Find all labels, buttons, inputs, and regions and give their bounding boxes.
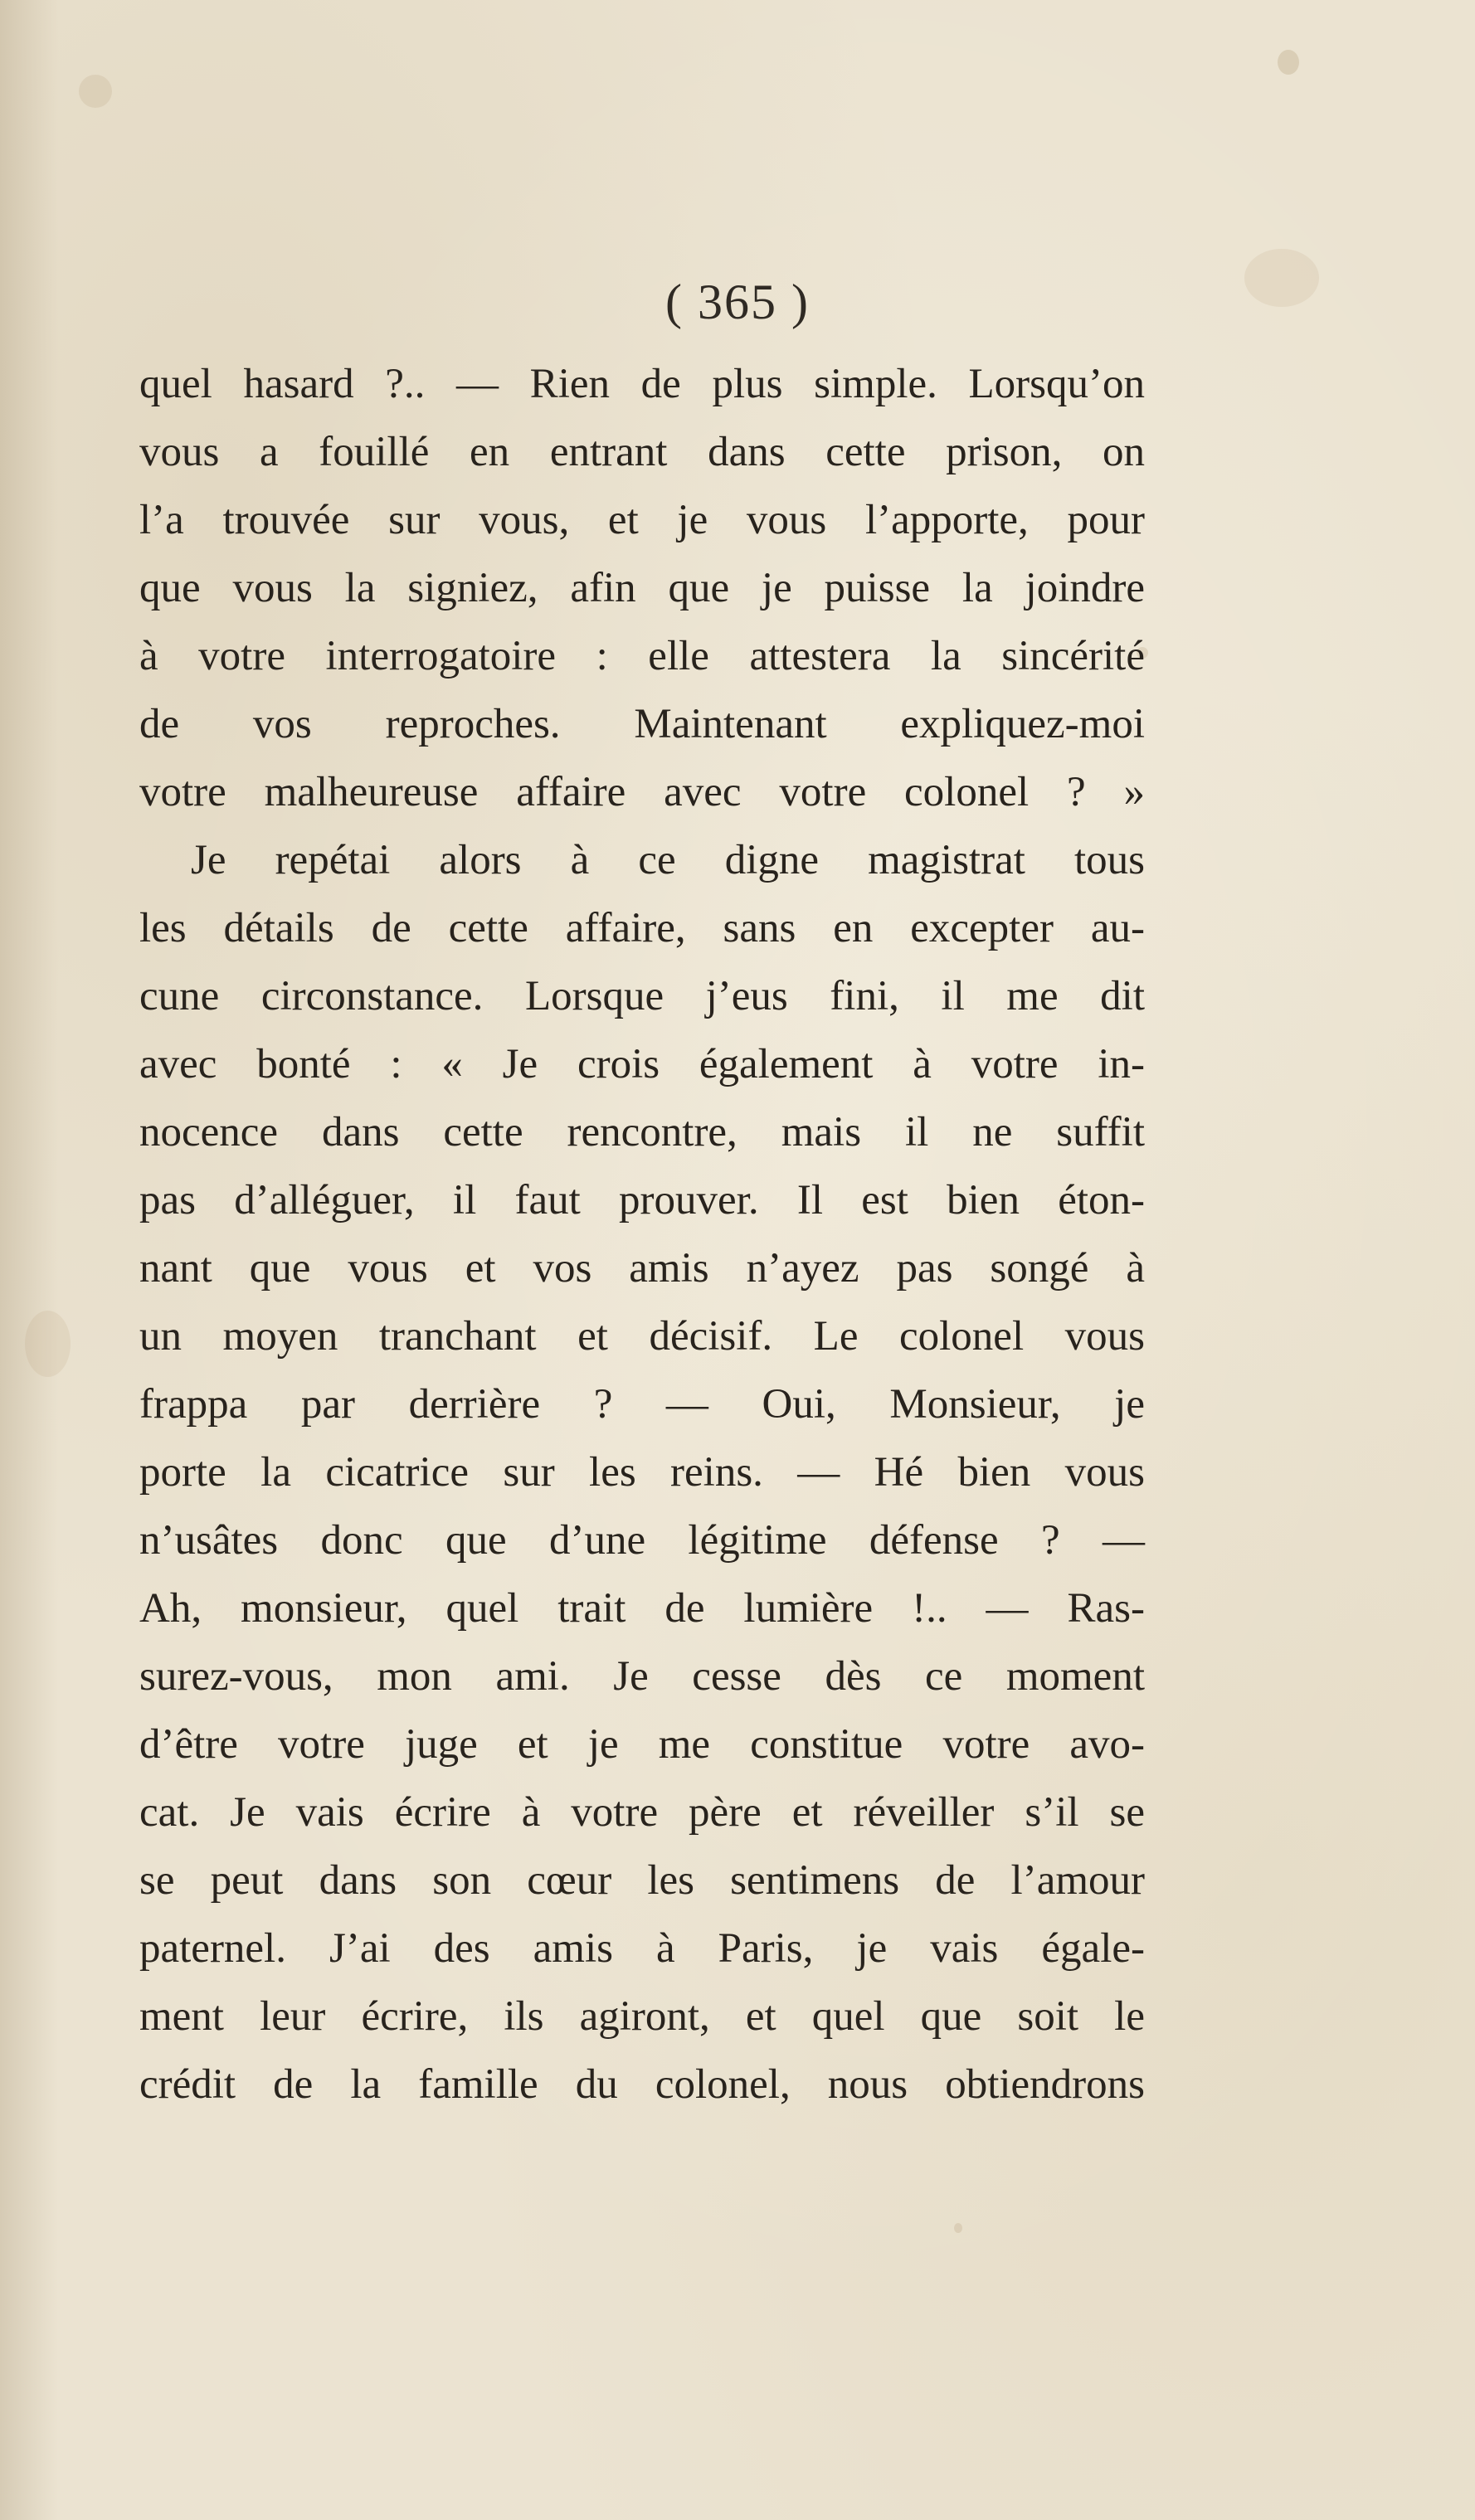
text-line: se peut dans son cœur les sentimens de l’amour xyxy=(139,1857,1145,1904)
text-line: surez-vous, mon ami. Je cesse dès ce moment xyxy=(139,1653,1145,1700)
text-line: ment leur écrire, ils agiront, et quel que soit le xyxy=(139,1993,1145,2040)
text-line: nant que vous et vos amis n’ayez pas songé à xyxy=(139,1245,1145,1292)
text-line: l’a trouvée sur vous, et je vous l’apporte, pour xyxy=(139,497,1145,543)
text-line: paternel. J’ai des amis à Paris, je vais égale- xyxy=(139,1925,1145,1972)
paper-stain xyxy=(79,75,112,108)
text-line: de vos reproches. Maintenant expliquez-moi xyxy=(139,701,1145,747)
text-line: cune circonstance. Lorsque j’eus fini, il me dit xyxy=(139,973,1145,1019)
body-text xyxy=(139,350,1145,2119)
text-line: frappa par derrière ? — Oui, Monsieur, je xyxy=(139,1381,1145,1428)
text-line: quel hasard ?.. — Rien de plus simple. Lorsqu’on xyxy=(139,361,1145,407)
text-line: d’être votre juge et je me constitue votre avo- xyxy=(139,1721,1145,1768)
text-line: vous a fouillé en entrant dans cette prison, on xyxy=(139,429,1145,475)
paragraph-start-line: Je repétai alors à ce digne magistrat tous xyxy=(191,837,1145,883)
page-number: ( 365 ) xyxy=(665,275,810,329)
text-line: un moyen tranchant et décisif. Le colonel vous xyxy=(139,1313,1145,1360)
text-line: cat. Je vais écrire à votre père et réveiller s’il se xyxy=(139,1789,1145,1836)
text-line: à votre interrogatoire : elle attestera la sincérité xyxy=(139,633,1145,679)
paper-stain xyxy=(25,1311,71,1377)
text-line: avec bonté : « Je crois également à votre in- xyxy=(139,1041,1145,1087)
text-line: nocence dans cette rencontre, mais il ne suffit xyxy=(139,1109,1145,1155)
paper-stain xyxy=(954,2223,962,2233)
paper-stain xyxy=(1278,50,1299,75)
text-line: n’usâtes donc que d’une légitime défense ? — xyxy=(139,1517,1145,1564)
page-edge-shadow xyxy=(0,0,58,2520)
text-line: votre malheureuse affaire avec votre colonel ? » xyxy=(139,769,1145,815)
text-line: les détails de cette affaire, sans en excepter au- xyxy=(139,905,1145,951)
text-line: porte la cicatrice sur les reins. — Hé bien vous xyxy=(139,1449,1145,1496)
text-line: pas d’alléguer, il faut prouver. Il est bien éton- xyxy=(139,1177,1145,1224)
text-line: crédit de la famille du colonel, nous obtiendrons xyxy=(139,2061,1145,2108)
text-line: que vous la signiez, afin que je puisse la joindre xyxy=(139,565,1145,611)
text-line: Ah, monsieur, quel trait de lumière !.. — Ras- xyxy=(139,1585,1145,1632)
